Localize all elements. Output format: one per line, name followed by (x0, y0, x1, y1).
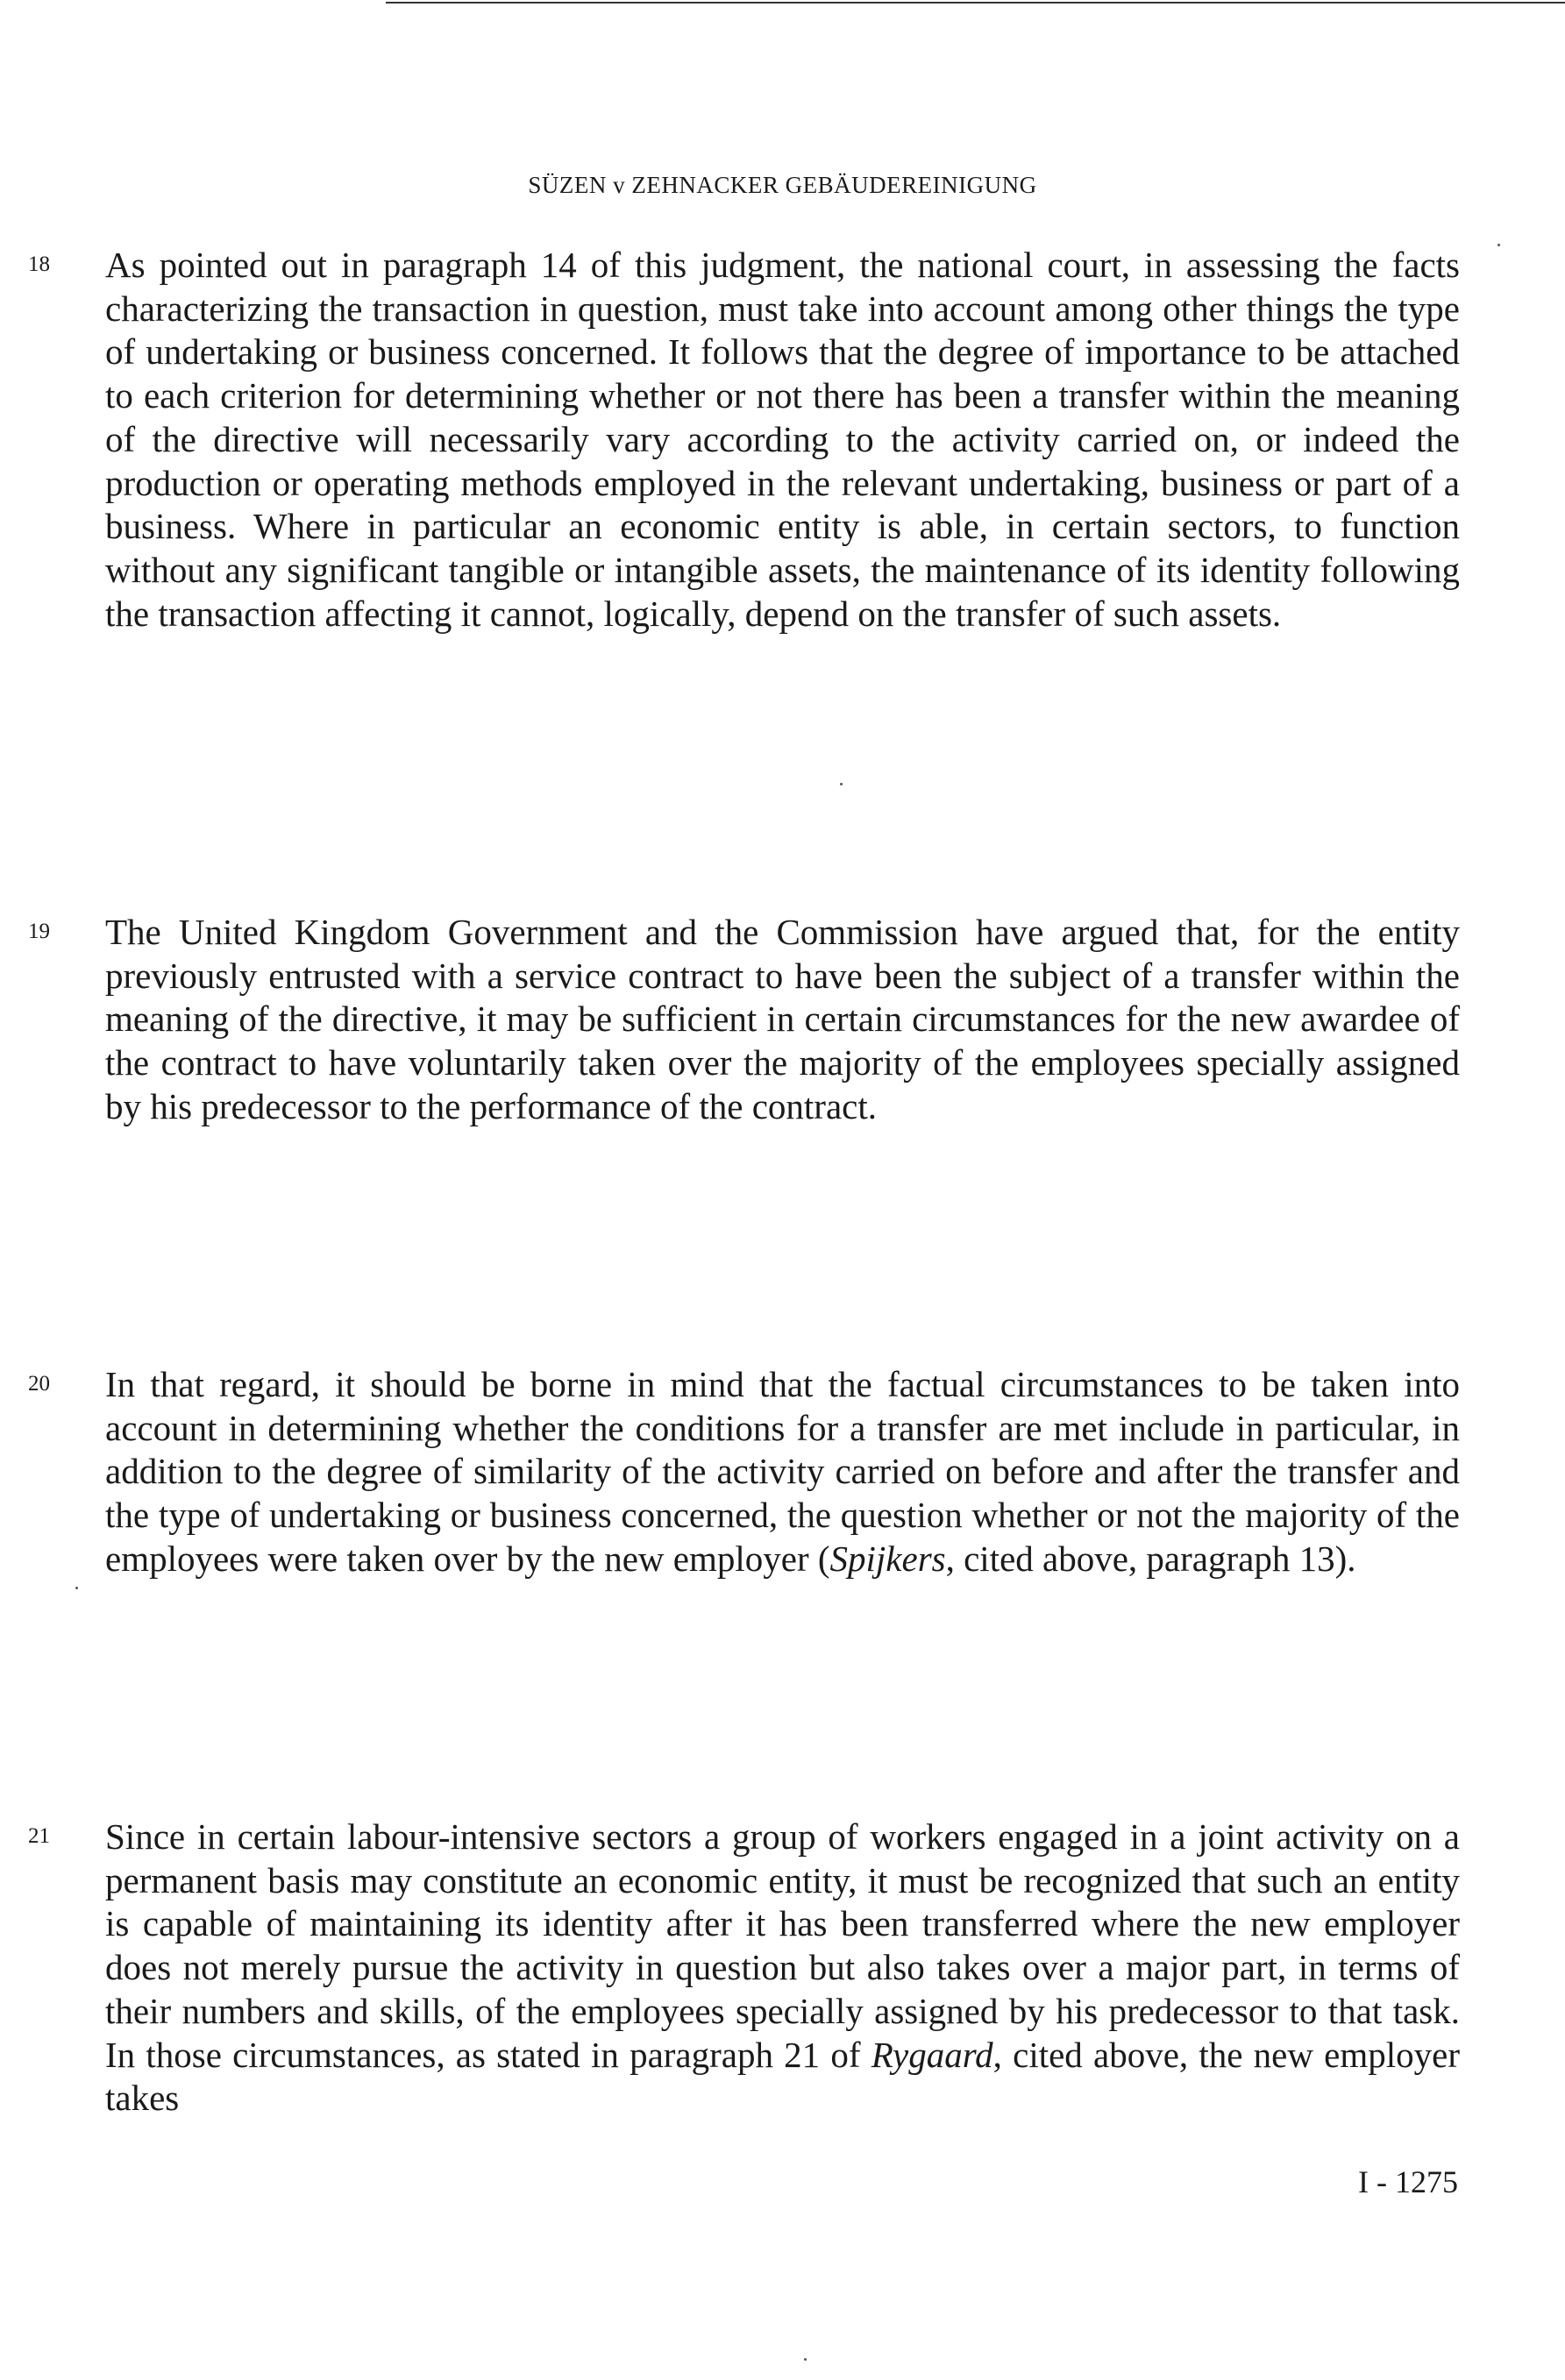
case-citation: Spijkers (829, 1538, 946, 1579)
paragraph-21 (28, 1815, 1460, 2121)
page-number: I - 1275 (1358, 2164, 1458, 2199)
paragraph-text-before: In that regard, it should be borne in mind that the factual circumstances to be taken into account in determining whether the conditions for a transfer are met include in particular, in addition to the degree of similarity of the activity carried on before and after the transfer and the type of undertaking or business concerned, the question whether or not the majority of the employees were taken over by the new employer ( (105, 1364, 1460, 1579)
paragraph-text: The United Kingdom Government and the Commission have argued that, for the entity previously entrusted with a service contract to have been the subject of a transfer within the meaning of the directive, it may be sufficient in certain circumstances for the new awardee of the contract to have voluntarily taken over the majority of the employees specially assigned by his predecessor to the performance of the contract. (105, 912, 1460, 1126)
paragraph-text-after: , cited above, paragraph 13). (945, 1538, 1356, 1579)
paragraph-text-before: Since in certain labour-intensive sectors a group of workers engaged in a joint activity on a permanent basis may constitute an economic entity, it must be recognized that such an entity is capable of maintaining its identity after it has been transferred where the new employer does not merely pursue the activity in question but also takes over a major part, in terms of their numbers and skills, of the employees specially assigned by his predecessor to that task. In those circumstances, as stated in paragraph 21 of (105, 1816, 1460, 2075)
top-rule (386, 2, 1565, 4)
paragraph-number: 19 (28, 920, 50, 943)
case-citation: Rygaard (871, 2034, 993, 2075)
paragraph-text-after: , cited above, the new employer takes (105, 2034, 1460, 2119)
running-header: SÜZEN v ZEHNACKER GEBÄUDEREINIGUNG (528, 172, 1037, 198)
scan-speck (840, 783, 843, 785)
paragraph-20 (28, 1363, 1460, 1581)
scan-speck (1497, 244, 1500, 246)
paragraph-number: 18 (28, 252, 50, 276)
paragraph-18 (28, 244, 1460, 636)
paragraph-19 (28, 911, 1460, 1129)
paragraph-text: As pointed out in paragraph 14 of this judgment, the national court, in assessing the facts characterizing the transaction in question, must take into account among other things the type of undertaking or business concerned. It follows that the degree of importance to be attached to each criterion for determining whether or not there has been a transfer within the meaning of the directive will necessarily vary according to the activity carried on, or indeed the production or operating methods employed in the relevant undertaking, business or part of a business. Where in particular an economic entity is able, in certain sectors, to function without any significant tangible or intangible assets, the maintenance of its identity following the transaction affecting it cannot, logically, depend on the transfer of such assets. (105, 245, 1460, 634)
scan-speck (804, 2358, 807, 2361)
paragraph-number: 20 (28, 1372, 50, 1396)
scan-speck (75, 1587, 78, 1589)
paragraph-number: 21 (28, 1824, 50, 1848)
